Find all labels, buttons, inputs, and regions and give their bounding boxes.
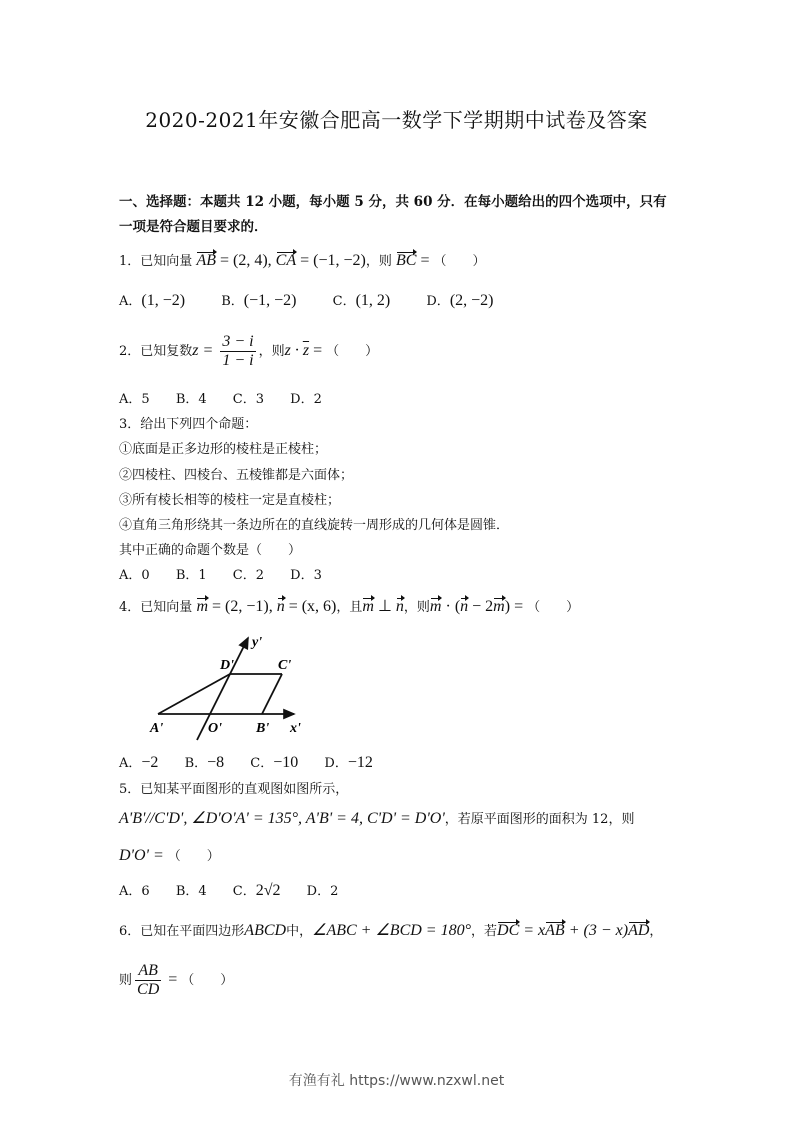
- option-b-value: 4: [198, 884, 207, 899]
- question-number: 2．: [119, 344, 141, 359]
- fraction: [220, 333, 255, 370]
- math-text: = x: [519, 922, 546, 939]
- math-text: ABCD: [244, 922, 287, 939]
- math-text: D'O' =: [119, 847, 168, 864]
- option-a-value: (1, −2): [141, 292, 186, 309]
- vector-ca: CA: [275, 252, 297, 269]
- statement-1: ①底面是正多边形的棱柱是正棱柱；: [119, 442, 328, 457]
- option-b-value: 1: [198, 568, 207, 583]
- fraction-numerator: 3 − i: [222, 333, 254, 350]
- question-3-options: [119, 564, 322, 583]
- question-number: 5．: [119, 782, 141, 797]
- option-d-value: 2: [313, 392, 322, 407]
- vector-n: n: [395, 598, 404, 615]
- section-heading-line1: 一、选择题：本题共 12 小题，每小题 5 分，共 60 分．在每小题给出的四个选项中，只有: [119, 194, 667, 210]
- label-y: y': [252, 635, 263, 650]
- option-d-label: D．: [290, 392, 314, 407]
- math-text: = (2, −1),: [208, 598, 277, 615]
- stem-text: ，则: [403, 600, 430, 615]
- option-c-label: C．: [232, 568, 256, 583]
- option-a-value: 6: [141, 884, 150, 899]
- option-b-value: (−1, −2): [243, 292, 297, 309]
- math-text: =: [309, 342, 327, 359]
- stem-text: 已知在平面四边形: [140, 924, 245, 939]
- question-3-stem: [119, 413, 257, 432]
- math-text: = (2, 4),: [215, 252, 276, 269]
- footer-watermark: 有渔有礼 https://www.nzxwl.net: [288, 1073, 505, 1089]
- option-c-value: 2: [255, 568, 265, 583]
- stem-text: 给出下列四个命题：: [140, 417, 258, 432]
- math-text: A'B'//C'D', ∠D'O'A' = 135°, A'B' = 4, C'D' = D'O': [119, 810, 445, 827]
- option-b-label: B．: [184, 756, 208, 771]
- geometry-diagram: [122, 632, 312, 744]
- statement-2: ②四棱柱、四棱台、五棱锥都是六面体；: [119, 468, 354, 483]
- label-c: C': [278, 658, 292, 673]
- option-a-label: A．: [119, 392, 142, 407]
- option-c-label: C．: [232, 392, 256, 407]
- vector-dc: DC: [497, 922, 520, 939]
- label-o: O': [208, 721, 222, 736]
- option-b-value: −8: [207, 754, 225, 771]
- stem-text: ，若原平面图形的面积为 12，则: [444, 812, 635, 827]
- answer-blank: （ ）: [326, 344, 379, 359]
- fraction-denominator: 1 − i: [222, 352, 254, 369]
- fraction: [135, 962, 161, 999]
- math-text: + (3 − x): [564, 922, 629, 939]
- option-c-value: (1, 2): [355, 292, 391, 309]
- option-d-label: D．: [306, 884, 331, 899]
- statement-4: ④直角三角形绕其一条边所在的直线旋转一周形成的几何体是圆锥．: [119, 518, 510, 533]
- answer-blank: （ ）: [167, 849, 220, 864]
- vector-n: n: [276, 598, 285, 615]
- oblique-projection-figure: [122, 632, 312, 744]
- stem-text: 则: [119, 973, 133, 988]
- vector-ab: AB: [196, 252, 216, 269]
- option-b-label: B．: [221, 294, 244, 309]
- option-c-label: C．: [232, 884, 256, 899]
- question-5-ask: [119, 845, 220, 865]
- question-3-ask: 其中正确的命题个数是（ ）: [119, 543, 302, 558]
- stem-text: ，若: [471, 924, 498, 939]
- option-d-value: (2, −2): [449, 292, 494, 309]
- stem-text: 已知向量: [140, 254, 193, 269]
- option-d-value: 3: [313, 568, 322, 583]
- option-d-label: D．: [426, 294, 450, 309]
- option-a-value: 0: [141, 568, 150, 583]
- option-a-label: A．: [119, 884, 142, 899]
- stem-text: ，则: [365, 254, 392, 269]
- option-b-label: B．: [175, 392, 199, 407]
- question-number: 6．: [119, 924, 141, 939]
- question-1-stem: [119, 250, 486, 270]
- question-6-stem: [119, 920, 662, 940]
- question-2-options: [119, 388, 322, 407]
- math-text: ) =: [504, 598, 528, 615]
- math-text: ∠ABC + ∠BCD = 180°: [312, 922, 471, 939]
- option-d-label: D．: [324, 756, 348, 771]
- question-5-options: [119, 880, 338, 900]
- math-text: z =: [192, 342, 218, 359]
- stem-text: ，: [649, 924, 663, 939]
- math-text: − 2: [468, 598, 494, 615]
- option-c-label: C．: [250, 756, 274, 771]
- conjugate-z: $\overline{z}$: [302, 342, 310, 359]
- question-4-stem: [119, 596, 579, 616]
- question-2-stem: [119, 333, 378, 370]
- stem-text: ，且: [336, 600, 363, 615]
- vector-n: n: [460, 598, 469, 615]
- math-text: ⊥: [373, 598, 396, 615]
- section-heading-line2: 一项是符合题目要求的．: [119, 219, 268, 235]
- answer-blank: （ ）: [181, 973, 234, 988]
- option-a-label: A．: [119, 294, 142, 309]
- math-text: = (−1, −2): [296, 252, 366, 269]
- stem-text: 已知向量: [140, 600, 193, 615]
- answer-blank: （ ）: [433, 254, 486, 269]
- option-a-label: A．: [119, 756, 142, 771]
- option-d-value: 2: [330, 884, 339, 899]
- option-c-value: 3: [255, 392, 265, 407]
- question-1-options: [119, 290, 494, 310]
- option-a-value: −2: [141, 754, 159, 771]
- page-title: 2020-2021年安徽合肥高一数学下学期期中试卷及答案: [145, 108, 648, 132]
- vector-ad: AD: [628, 922, 650, 939]
- label-d: D': [220, 658, 234, 673]
- vector-m: m: [429, 598, 442, 615]
- math-text: =: [416, 252, 434, 269]
- option-b-value: 4: [198, 392, 207, 407]
- stem-text: ，则: [258, 344, 285, 359]
- label-a: A': [150, 721, 164, 736]
- question-number: 4．: [119, 600, 141, 615]
- option-a-value: 5: [141, 392, 150, 407]
- question-5-stem: [119, 778, 348, 797]
- option-c-value: −10: [273, 754, 299, 771]
- option-c-value: 2√2: [255, 882, 281, 899]
- option-a-label: A．: [119, 568, 142, 583]
- option-d-value: −12: [347, 754, 373, 771]
- math-text: z ·: [284, 342, 303, 359]
- option-b-label: B．: [175, 568, 199, 583]
- question-number: 1．: [119, 254, 141, 269]
- vector-m: m: [362, 598, 374, 615]
- label-b: B': [256, 721, 270, 736]
- statement-3: ③所有棱长相等的棱柱一定是直棱柱；: [119, 493, 341, 508]
- fraction-denominator: CD: [137, 981, 160, 998]
- option-b-label: B．: [175, 884, 199, 899]
- question-5-conditions: [119, 808, 634, 828]
- question-6-ask: [119, 962, 233, 999]
- fraction-numerator: AB: [135, 962, 161, 981]
- vector-m: m: [196, 598, 208, 615]
- vector-m: m: [493, 598, 505, 615]
- stem-text: 已知某平面图形的直观图如图所示，: [140, 782, 349, 797]
- question-4-options: [119, 752, 373, 772]
- stem-text: 已知复数: [140, 344, 193, 359]
- label-x: x': [290, 721, 301, 736]
- option-d-label: D．: [290, 568, 314, 583]
- math-text: · (: [441, 598, 461, 615]
- vector-ab: AB: [545, 922, 565, 939]
- question-number: 3．: [119, 417, 141, 432]
- option-c-label: C．: [332, 294, 356, 309]
- vector-bc: BC: [396, 252, 417, 269]
- math-text: =: [164, 971, 182, 988]
- stem-text: 中，: [286, 924, 313, 939]
- math-text: = (x, 6): [284, 598, 337, 615]
- answer-blank: （ ）: [527, 600, 580, 615]
